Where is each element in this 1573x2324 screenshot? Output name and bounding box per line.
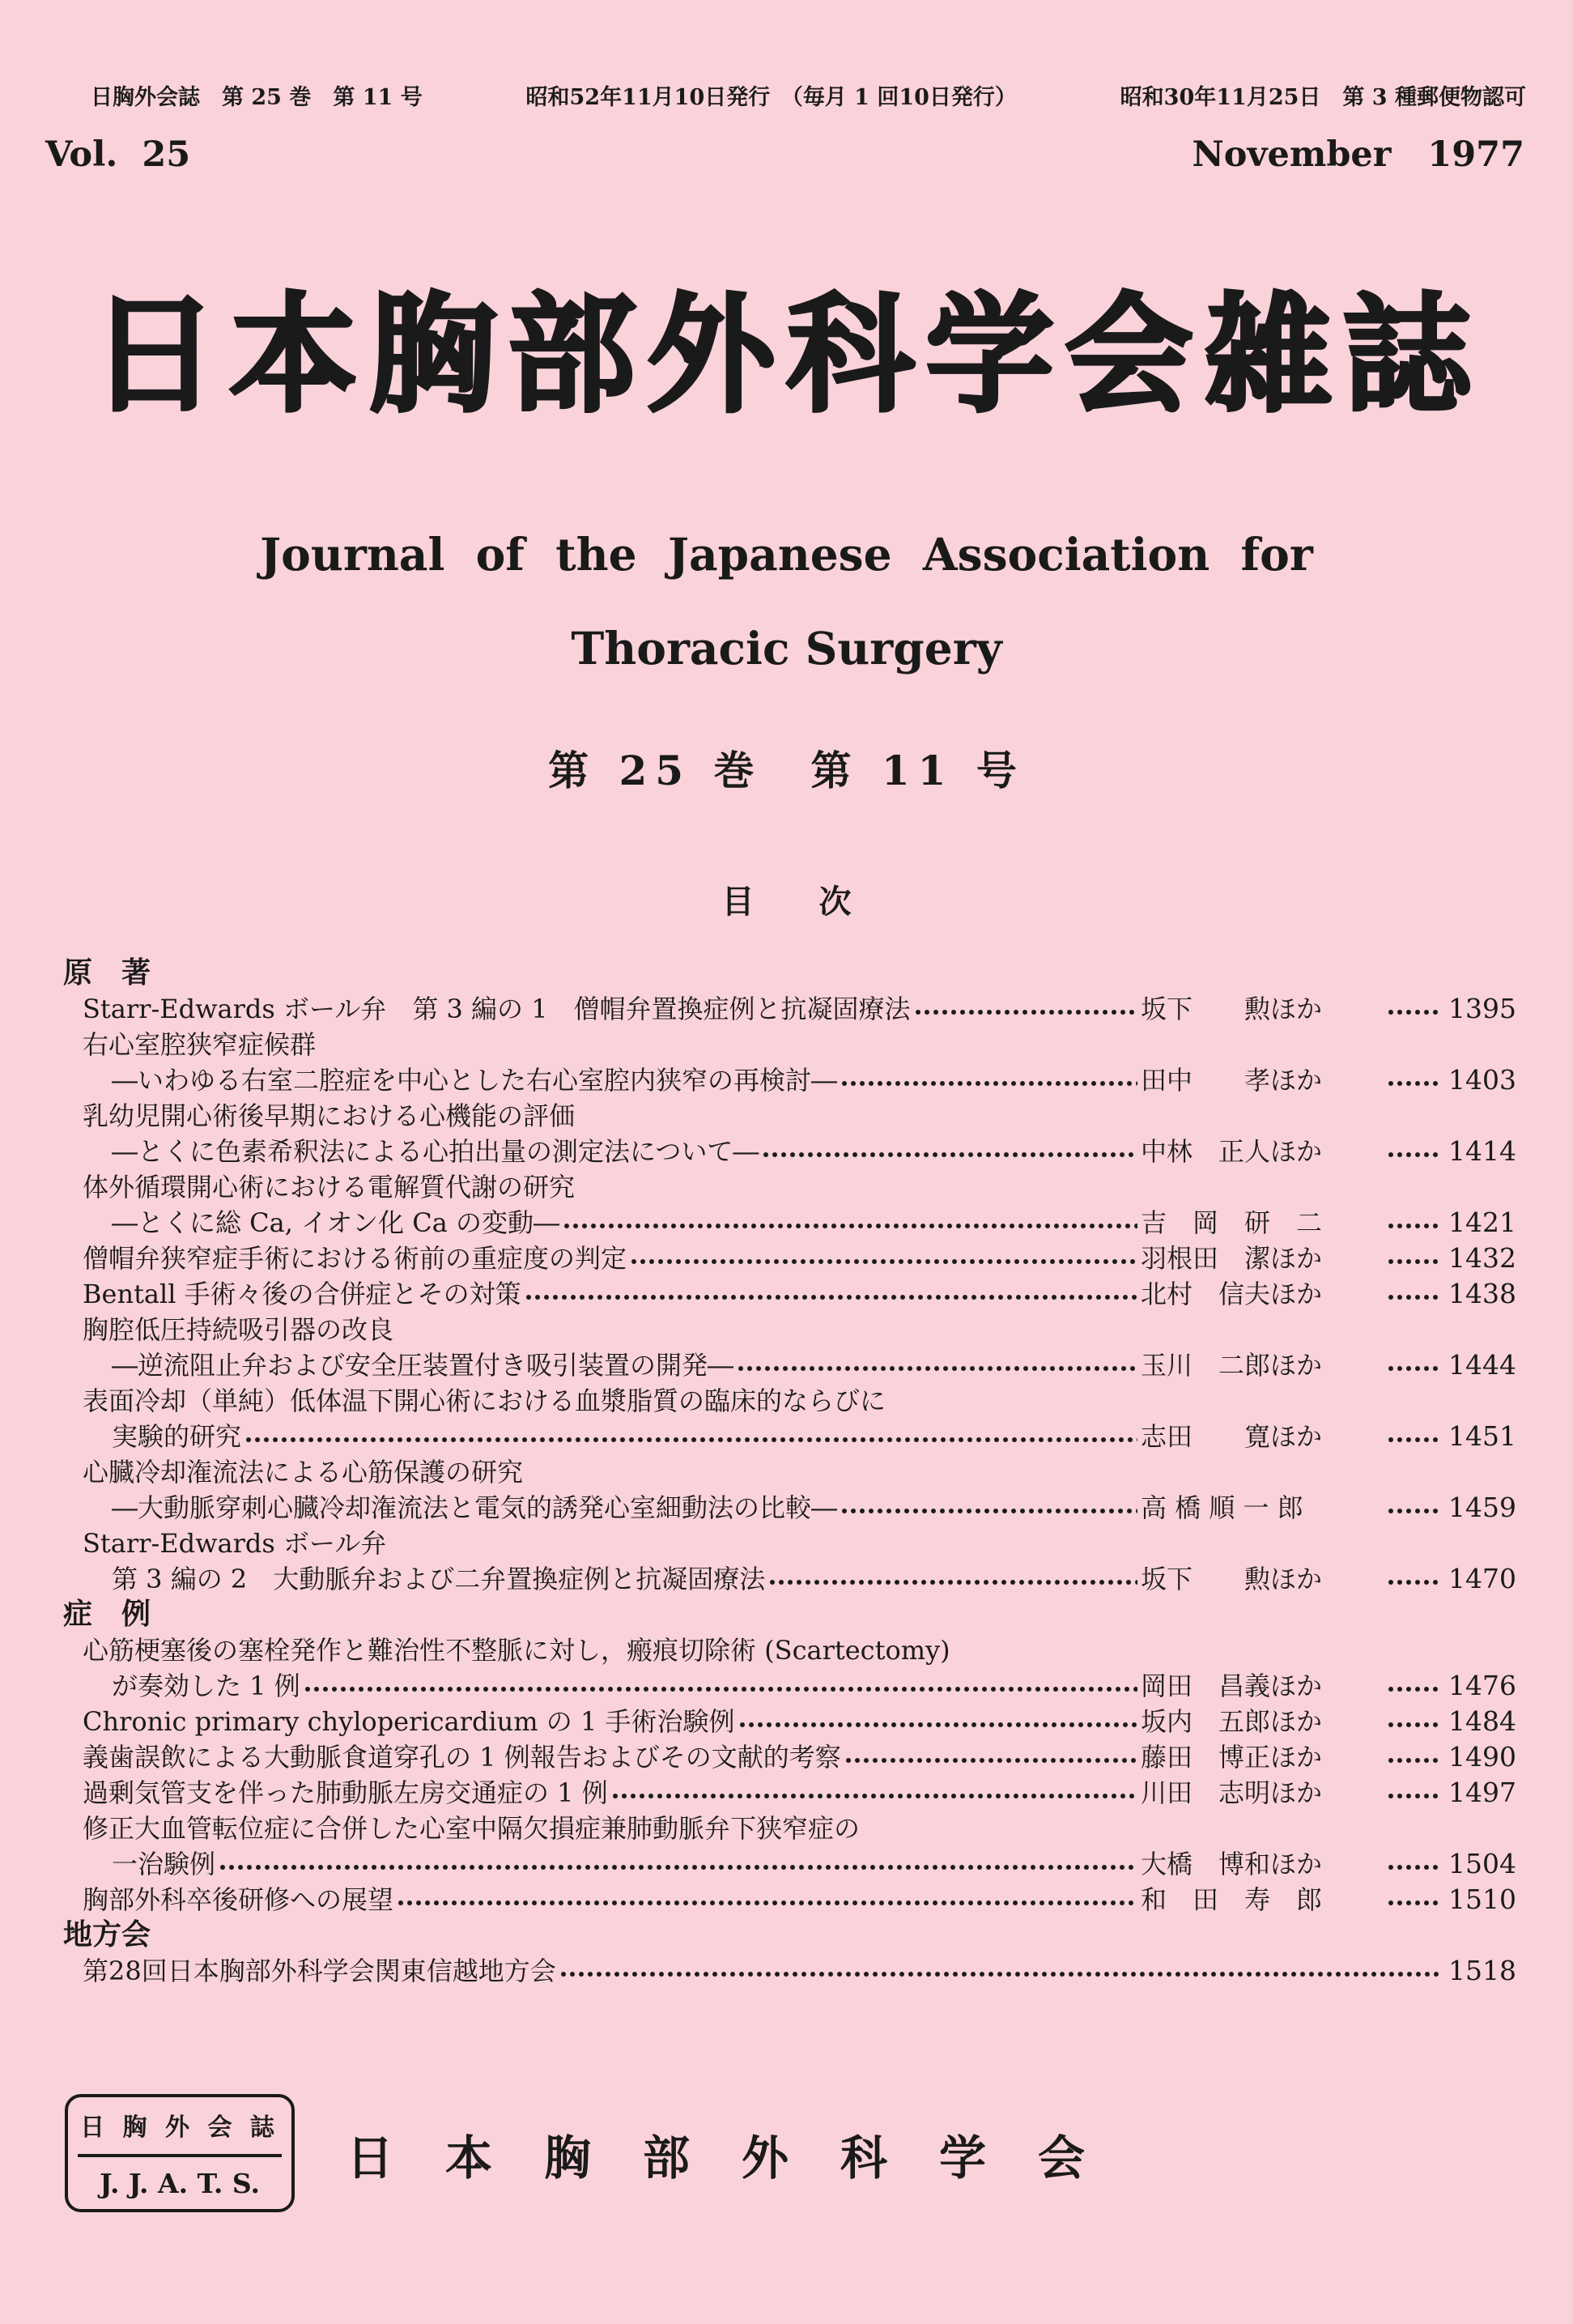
toc-entry-author: 田中 孝ほか [1141, 1065, 1323, 1096]
dot-leader [1387, 1898, 1439, 1908]
toc-entry-title: 第28回日本胸部外科学会関東信越地方会 [83, 1956, 556, 1986]
toc-row [63, 1310, 1516, 1346]
toc-entry-page: 1476 [1448, 1670, 1516, 1701]
toc-entry-title: Bentall 手術々後の合併症とその対策 [83, 1279, 521, 1309]
dot-leader [559, 1969, 1439, 1979]
dot-leader [1387, 1150, 1439, 1160]
toc-entry-page: 1459 [1448, 1492, 1516, 1523]
dot-leader [1387, 1506, 1439, 1516]
dot-leader [1387, 1791, 1439, 1801]
toc-entry-title: ―いわゆる右室二腔症を中心とした右心室腔内狭窄の再検討― [112, 1065, 838, 1096]
toc-entry-title: Chronic primary chylopericardium の 1 手術治験例 [83, 1706, 735, 1737]
dot-leader [611, 1791, 1137, 1801]
toc-entry-title: 胸部外科卒後研修への展望 [83, 1884, 394, 1915]
toc-entry-page: 1451 [1448, 1420, 1516, 1452]
toc-entry-page: 1497 [1448, 1777, 1516, 1808]
toc-entry-title: 心臓冷却潅流法による心筋保護の研究 [83, 1457, 524, 1488]
association-name: 日本胸部外科学会 [346, 2130, 1137, 2186]
toc-entry-author: 吉 岡 研 二 [1141, 1207, 1323, 1238]
toc-row [63, 1168, 1516, 1203]
toc-entry-title: 原 著 [63, 956, 151, 990]
publication-date-info: 昭和52年11月10日発行 （毎月 1 回10日発行） [525, 85, 1017, 110]
toc-row [63, 1809, 1516, 1845]
toc-entry-page: 1504 [1448, 1848, 1516, 1879]
toc-entry-author: 北村 信夫ほか [1141, 1279, 1323, 1309]
dot-leader [563, 1221, 1137, 1231]
dot-leader [762, 1150, 1137, 1160]
toc-entry-author: 高 橋 順 一 郎 [1141, 1492, 1303, 1523]
toc-entry-author: 坂下 勲ほか [1141, 994, 1323, 1024]
toc-entry-title: ―とくに総 Ca, イオン化 Ca の変動― [112, 1207, 560, 1238]
toc-entry-author: 岡田 昌義ほか [1141, 1671, 1323, 1701]
toc-section-heading [63, 954, 1516, 990]
dot-leader [304, 1684, 1137, 1694]
toc-entry-page: 1490 [1448, 1741, 1516, 1773]
toc-row [63, 1025, 1516, 1061]
dot-leader [630, 1257, 1137, 1266]
toc-entry-title: Starr-Edwards ボール弁 [83, 1528, 387, 1559]
volume-issue-japanese: 第 25 巻 第 11 号 [548, 747, 1025, 794]
dot-leader [397, 1898, 1137, 1908]
toc-row [63, 1702, 1516, 1738]
toc-entry-page: 1510 [1448, 1883, 1516, 1915]
dot-leader [525, 1292, 1137, 1302]
dot-leader [1387, 1577, 1439, 1587]
dot-leader [1387, 1756, 1439, 1765]
dot-leader [914, 1007, 1137, 1017]
volume-date-line [45, 134, 1524, 175]
publication-info-line [91, 79, 1526, 111]
badge-abbrev-latin: J. J. A. T. S. [99, 2168, 261, 2199]
journal-title-english-line2: Thoracic Surgery [571, 622, 1002, 675]
toc-row [63, 1560, 1516, 1595]
toc-section-heading [63, 1595, 1516, 1631]
toc-entry-title: 過剰気管支を伴った肺動脈左房交通症の 1 例 [83, 1777, 608, 1808]
toc-entry-title: 実験的研究 [112, 1421, 242, 1452]
dot-leader [219, 1862, 1137, 1872]
toc-row [63, 1453, 1516, 1488]
dot-leader [1387, 1221, 1439, 1231]
toc-row [63, 1381, 1516, 1417]
toc-entry-title: ―逆流阻止弁および安全圧装置付き吸引装置の開発― [112, 1350, 734, 1381]
toc-entry-title: 地方会 [63, 1918, 151, 1952]
toc-entry-title: が奏効した 1 例 [112, 1671, 300, 1701]
toc-entry-author: 坂内 五郎ほか [1141, 1706, 1323, 1737]
toc-row [63, 1346, 1516, 1381]
dot-leader [1387, 1720, 1439, 1730]
dot-leader [1387, 1862, 1439, 1872]
toc-entry-author: 大橋 博和ほか [1141, 1849, 1323, 1879]
toc-entry-page: 1414 [1448, 1135, 1516, 1167]
toc-row [63, 990, 1516, 1025]
toc-entry-author: 和 田 寿 郎 [1141, 1884, 1323, 1915]
badge-abbrev-japanese: 日 胸 外 会 誌 [80, 2113, 279, 2142]
dot-leader [1387, 1684, 1439, 1694]
toc-entry-page: 1395 [1448, 993, 1516, 1024]
toc-row [63, 1203, 1516, 1239]
dot-leader [844, 1756, 1137, 1765]
toc-entry-title: 乳幼児開心術後早期における心機能の評価 [83, 1100, 576, 1131]
toc-entry-author: 志田 寛ほか [1141, 1421, 1323, 1452]
journal-title-english-line1: Journal of the Japanese Association for [260, 528, 1313, 581]
dot-leader [1387, 1364, 1439, 1373]
toc-entry-author: 玉川 二郎ほか [1141, 1350, 1323, 1381]
dot-leader [768, 1577, 1137, 1587]
badge-divider [78, 2154, 282, 2157]
dot-leader [1387, 1079, 1439, 1088]
toc-entry-title: 表面冷却（単純）低体温下開心術における血漿脂質の臨床的ならびに [83, 1385, 886, 1416]
journal-title-japanese: 日本胸部外科学会雑誌 [90, 280, 1483, 430]
toc-row [63, 1952, 1516, 1987]
toc-entry-title: 体外循環開心術における電解質代謝の研究 [83, 1172, 576, 1202]
table-of-contents [63, 954, 1516, 1987]
toc-row [63, 1096, 1516, 1132]
toc-row [63, 1239, 1516, 1275]
toc-entry-page: 1518 [1448, 1955, 1516, 1986]
toc-entry-title: 症 例 [63, 1597, 151, 1631]
toc-entry-title: ―とくに色素希釈法による心拍出量の測定法について― [112, 1136, 759, 1167]
journal-badge [65, 2094, 295, 2212]
toc-row [63, 1132, 1516, 1168]
toc-entry-page: 1421 [1448, 1207, 1516, 1238]
toc-row [63, 1417, 1516, 1453]
toc-entry-author: 川田 志明ほか [1141, 1777, 1323, 1808]
toc-entry-title: 胸腔低圧持続吸引器の改良 [83, 1314, 394, 1345]
dot-leader [840, 1506, 1137, 1516]
toc-row [63, 1488, 1516, 1524]
toc-entry-title: 心筋梗塞後の塞栓発作と難治性不整脈に対し，瘢痕切除術 (Scartectomy) [83, 1635, 950, 1666]
toc-row [63, 1773, 1516, 1809]
toc-row [63, 1845, 1516, 1880]
toc-entry-title: 僧帽弁狭窄症手術における術前の重症度の判定 [83, 1243, 627, 1274]
dot-leader [1387, 1292, 1439, 1302]
volume-number-en: Vol. 25 [45, 134, 191, 175]
issue-month-year-en: November 1977 [1192, 134, 1524, 175]
toc-row [63, 1061, 1516, 1096]
toc-entry-author: 坂下 勲ほか [1141, 1564, 1323, 1594]
toc-entry-page: 1438 [1448, 1278, 1516, 1309]
toc-row [63, 1880, 1516, 1916]
toc-entry-title: 右心室腔狭窄症候群 [83, 1029, 317, 1060]
dot-leader [244, 1435, 1137, 1445]
toc-entry-title: 第 3 編の 2 大動脈弁および二弁置換症例と抗凝固療法 [112, 1564, 766, 1594]
toc-row [63, 1738, 1516, 1773]
dot-leader [1387, 1435, 1439, 1445]
toc-entry-title: Starr-Edwards ボール弁 第 3 編の 1 僧帽弁置換症例と抗凝固療法 [83, 994, 911, 1024]
toc-entry-title: 修正大血管転位症に合併した心室中隔欠損症兼肺動脈弁下狭窄症の [83, 1813, 861, 1844]
toc-entry-page: 1432 [1448, 1242, 1516, 1274]
toc-entry-page: 1403 [1448, 1064, 1516, 1096]
toc-entry-title: 義歯誤飲による大動脈食道穿孔の 1 例報告およびその文献的考察 [83, 1742, 841, 1773]
dot-leader [1387, 1007, 1439, 1017]
toc-heading: 目 次 [721, 883, 852, 921]
toc-section-heading [63, 1916, 1516, 1952]
toc-row [63, 1275, 1516, 1310]
toc-entry-author: 藤田 博正ほか [1141, 1742, 1323, 1773]
toc-entry-author: 羽根田 潔ほか [1141, 1243, 1323, 1274]
toc-row [63, 1524, 1516, 1560]
journal-abbrev-volume: 日胸外会誌 第 25 巻 第 11 号 [91, 85, 423, 110]
dot-leader [737, 1364, 1137, 1373]
toc-entry-title: ―大動脈穿刺心臓冷却潅流法と電気的誘発心室細動法の比較― [112, 1492, 838, 1523]
postal-approval-info: 昭和30年11月25日 第 3 種郵便物認可 [1120, 85, 1526, 110]
dot-leader [1387, 1257, 1439, 1266]
toc-entry-page: 1444 [1448, 1349, 1516, 1381]
toc-entry-author: 中林 正人ほか [1141, 1136, 1323, 1167]
dot-leader [738, 1720, 1138, 1730]
dot-leader [840, 1079, 1137, 1088]
toc-row [63, 1666, 1516, 1702]
toc-entry-page: 1484 [1448, 1705, 1516, 1737]
toc-entry-page: 1470 [1448, 1563, 1516, 1594]
toc-entry-title: 一治験例 [112, 1849, 216, 1879]
toc-row [63, 1631, 1516, 1666]
